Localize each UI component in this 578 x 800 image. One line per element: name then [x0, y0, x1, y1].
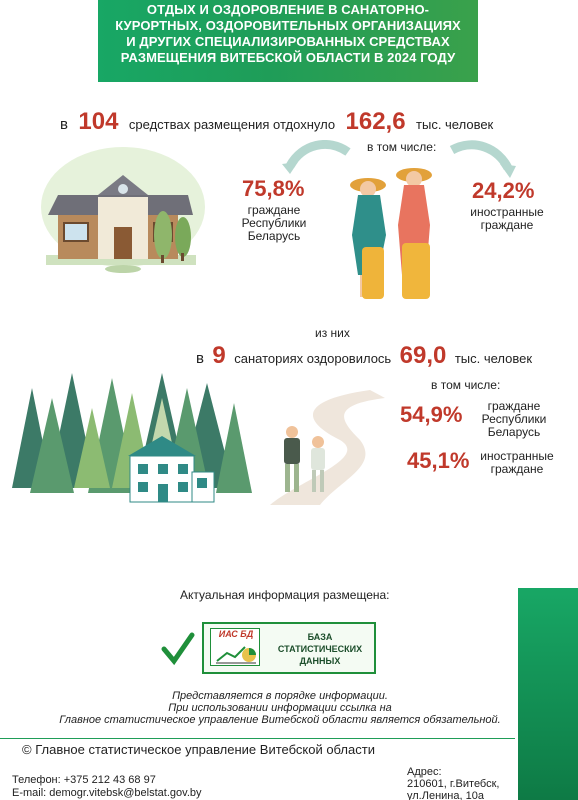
unit-text: тыс. человек: [416, 117, 494, 132]
foreigners-label-line: граждане: [480, 218, 534, 232]
foreigners-stat: [472, 178, 534, 204]
visitors-total: 162,6: [345, 108, 406, 135]
note-line: Главное статистическое управление Витебской области является обязательной.: [59, 714, 501, 726]
ias-text: [266, 631, 374, 667]
s2-citizens-label-line: Республики: [481, 412, 547, 426]
title-banner: [98, 0, 478, 82]
prefix-text: в: [196, 350, 204, 367]
citizens-label-line: Республики: [241, 216, 307, 230]
ias-badge: [210, 628, 260, 666]
including-label-2: в том числе:: [431, 378, 501, 392]
s2-citizens-label-line: граждане: [487, 399, 541, 413]
foreigners-label: [459, 206, 555, 232]
s2-foreigners-label: [474, 450, 560, 476]
address-line: Адрес:: [407, 766, 442, 778]
s2-citizens-percent: 54,9%: [400, 402, 463, 427]
title-line: КУРОРТНЫХ, ОЗДОРОВИТЕЛЬНЫХ ОРГАНИЗАЦИЯХ: [115, 18, 461, 33]
arrow-right-icon: [448, 140, 518, 180]
house-illustration-icon: [38, 145, 208, 275]
info-title: Актуальная информация размещена:: [180, 588, 390, 602]
address: [407, 766, 499, 800]
s2-citizens-label: [478, 400, 550, 439]
foreigners-label-line: иностранные: [470, 205, 544, 219]
s2-foreigners-label-line: граждане: [490, 462, 544, 476]
sanatorium-count: 9: [212, 342, 226, 369]
s2-citizens-label-line: Беларусь: [487, 425, 541, 439]
ias-text-line: БАЗА: [307, 632, 333, 642]
contacts: [12, 774, 202, 800]
chart-icon: [215, 641, 257, 665]
citizens-label: [238, 204, 310, 243]
headline-text: санаториях оздоровилось: [234, 351, 392, 366]
address-line: 210601, г.Витебск,: [407, 778, 500, 790]
of-them-label: из них: [315, 326, 350, 340]
checkmark-icon: [161, 632, 195, 666]
including-label: в том числе:: [367, 140, 437, 154]
title-line: РАЗМЕЩЕНИЯ ВИТЕБСКОЙ ОБЛАСТИ В 2024 ГОДУ: [120, 50, 456, 65]
copyright: © Главное статистическое управление Витебской области: [22, 742, 375, 757]
ias-label: ИАС БД: [218, 629, 254, 639]
prefix-text: в: [60, 116, 68, 133]
ias-text-line: ДАННЫХ: [299, 656, 341, 666]
foreigners-percent: 24,2%: [472, 178, 535, 203]
address-line: ул.Ленина, 10а: [407, 790, 484, 800]
sanatorium-total: 69,0: [399, 342, 447, 369]
section1-headline: [60, 108, 493, 136]
ias-database-link[interactable]: [202, 622, 376, 674]
title-line: И ДРУГИХ СПЕЦИАЛИЗИРОВАННЫХ СРЕДСТВАХ: [126, 34, 450, 49]
citizens-label-line: граждане: [247, 203, 301, 217]
forest-illustration-icon: [12, 368, 252, 508]
hikers-illustration-icon: [260, 380, 390, 510]
unit-text: тыс. человек: [454, 351, 533, 366]
travelers-illustration-icon: [340, 165, 444, 305]
s2-foreigners-percent: 45,1%: [407, 448, 470, 473]
headline-text: средствах размещения отдохнуло: [128, 117, 336, 132]
note-line: При использовании информации ссылка на: [168, 702, 392, 714]
email-link[interactable]: E-mail: demogr.vitebsk@belstat.gov.by: [12, 787, 202, 799]
note-line: Представляется в порядке информации.: [172, 690, 388, 702]
ias-text-line: СТАТИСТИЧЕСКИХ: [277, 644, 363, 654]
citizens-label-line: Беларусь: [247, 229, 301, 243]
citizens-percent: 75,8%: [242, 176, 305, 201]
citizens-stat: [242, 176, 304, 202]
phone-text: Телефон: +375 212 43 68 97: [12, 774, 156, 786]
divider: [0, 738, 515, 739]
section2-headline: [196, 342, 532, 370]
usage-note: [30, 690, 530, 726]
s2-foreigners-label-line: иностранные: [480, 449, 554, 463]
title-line: ОТДЫХ И ОЗДОРОВЛЕНИЕ В САНАТОРНО-: [146, 2, 430, 17]
facility-count: 104: [78, 108, 119, 135]
